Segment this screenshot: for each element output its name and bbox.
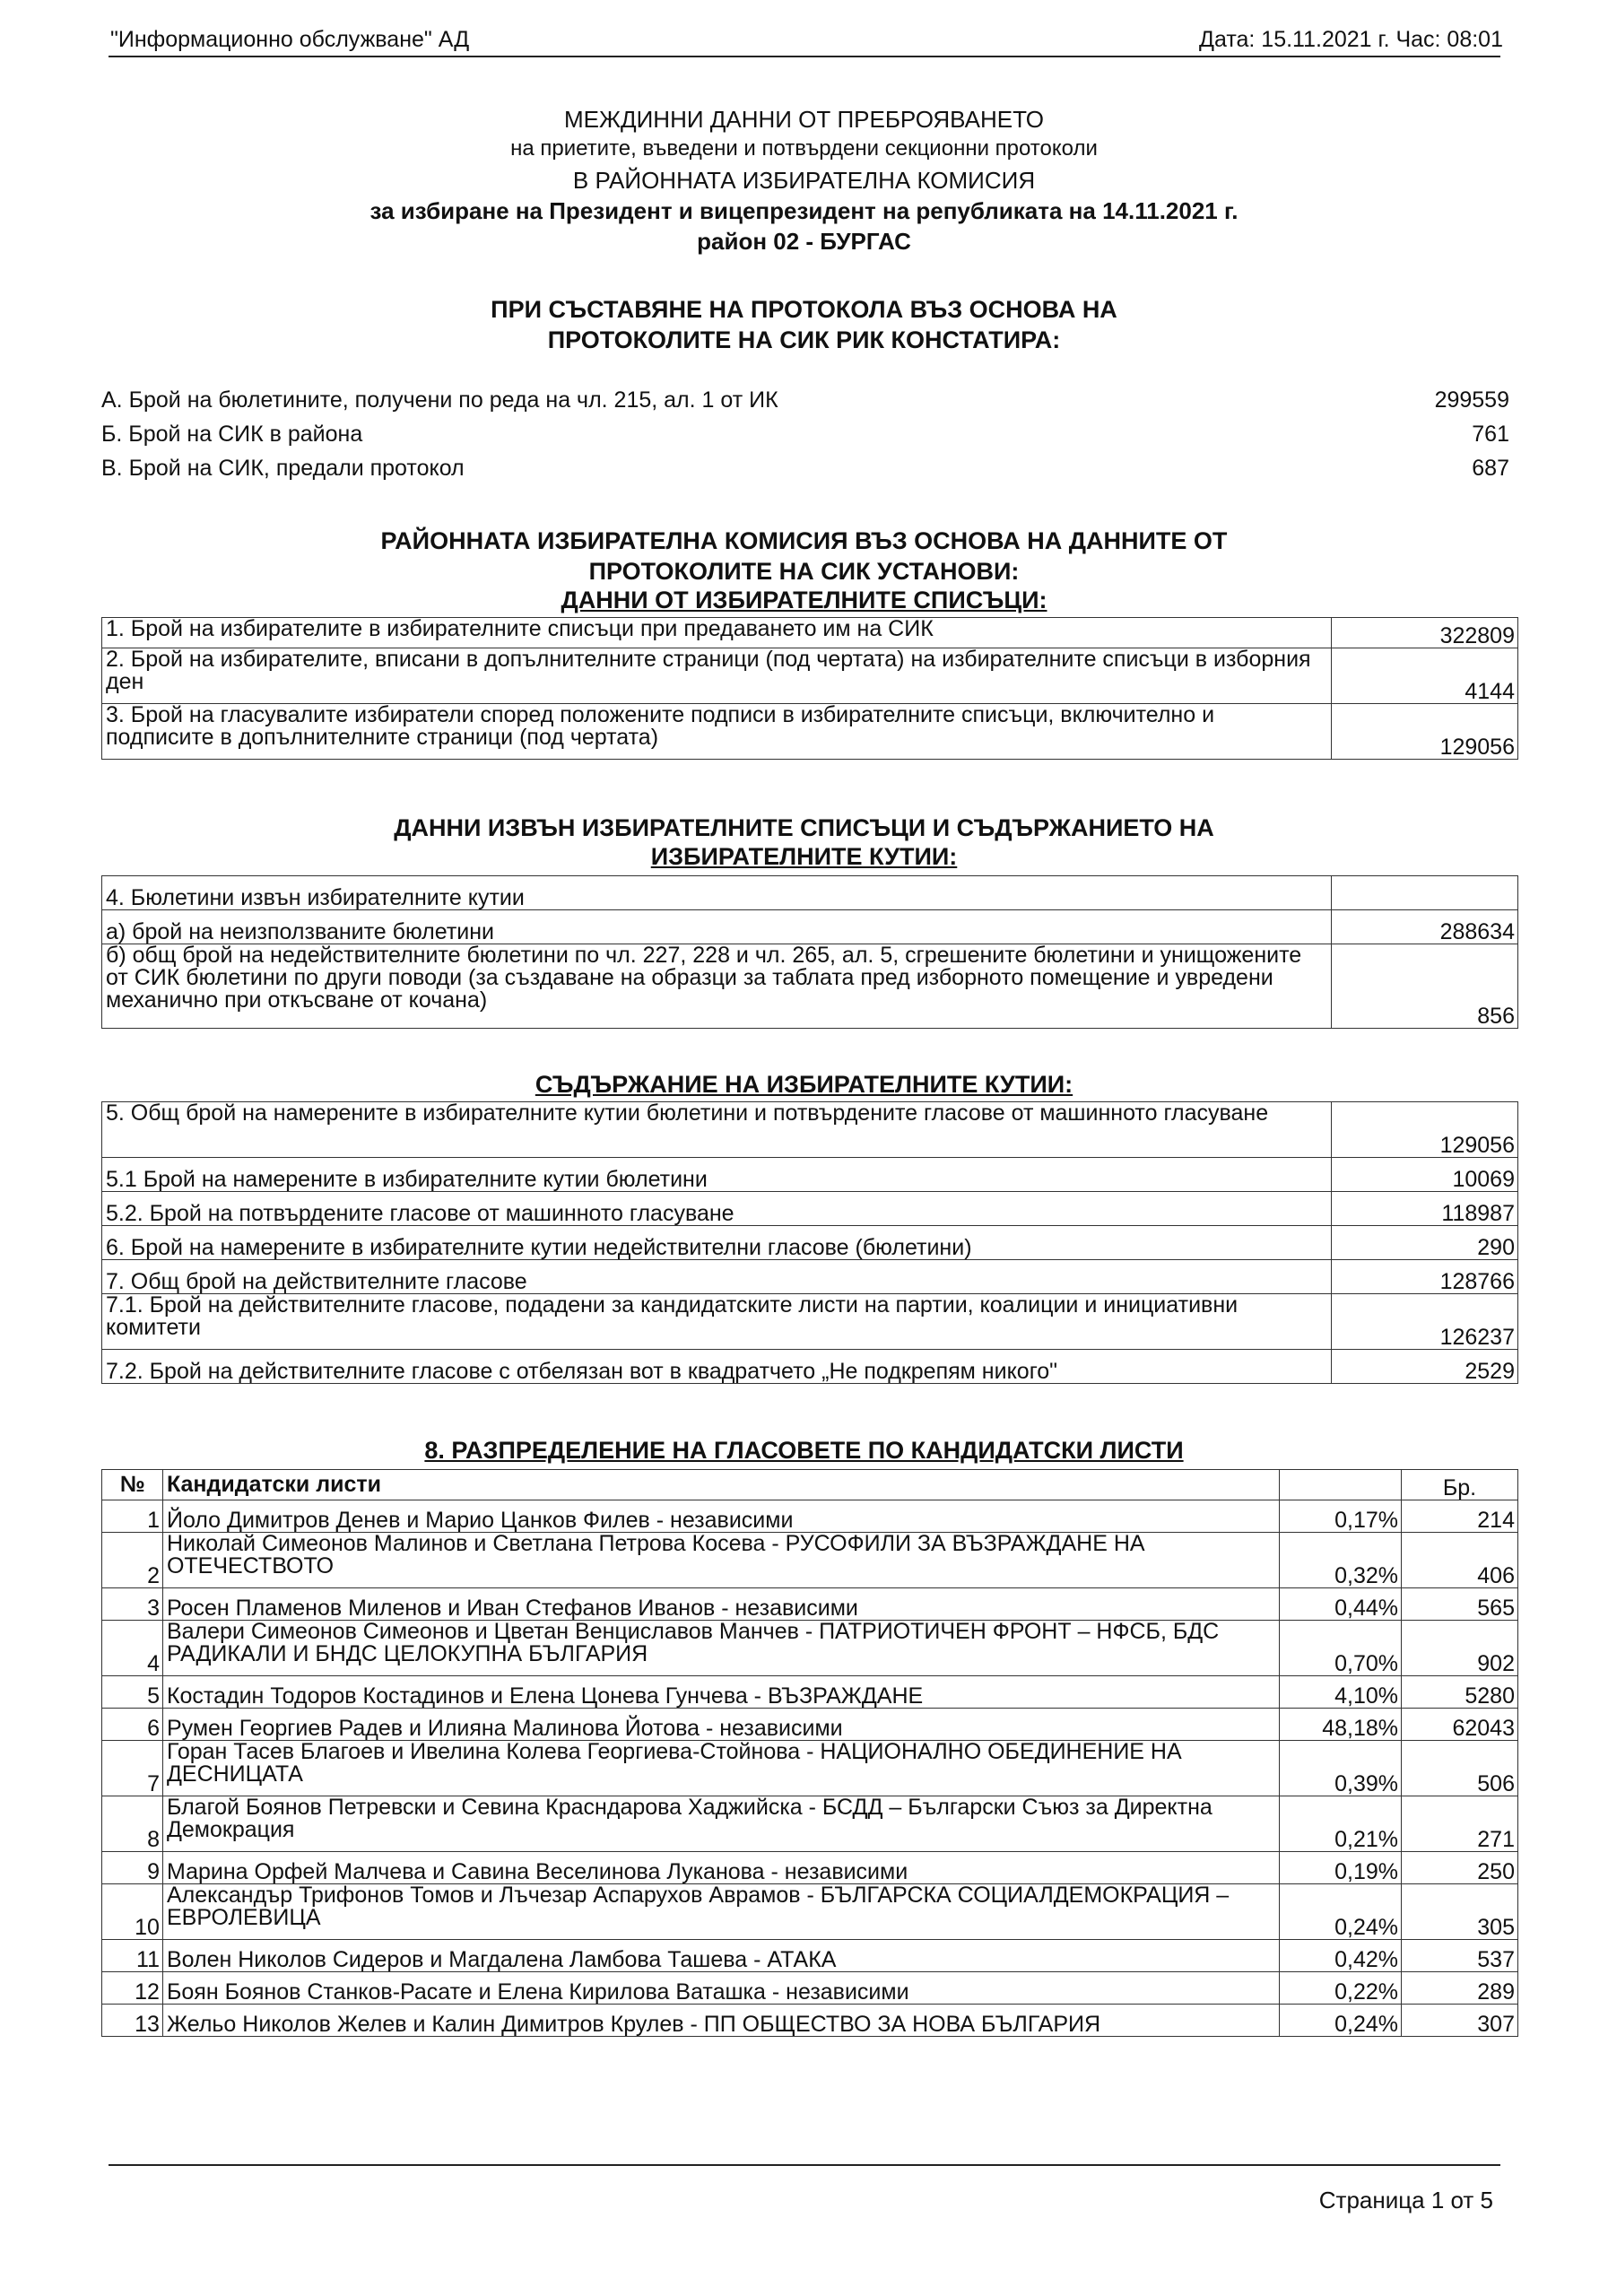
abc-value: 299559 — [1434, 387, 1509, 413]
row-value: 126237 — [1332, 1294, 1518, 1350]
title-line-2: на приетите, въведени и потвърдени секционни протоколи — [510, 136, 1098, 161]
candidate-percent: 0,24% — [1280, 1884, 1402, 1940]
candidate-votes: 305 — [1402, 1884, 1518, 1940]
row-value: 856 — [1332, 944, 1518, 1029]
candidate-number: 9 — [102, 1852, 163, 1884]
row-label: 2. Брой на избирателите, вписани в допълнителните страници (под чертата) на избирателните списъци в изборния ден — [102, 648, 1332, 704]
table-header-row — [102, 1470, 1518, 1500]
candidate-number: 1 — [102, 1500, 163, 1533]
report-datetime: Дата: 15.11.2021 г. Час: 08:01 — [1199, 27, 1503, 52]
candidate-percent: 48,18% — [1280, 1709, 1402, 1741]
section-rik-line-1: РАЙОННАТА ИЗБИРАТЕЛНА КОМИСИЯ ВЪЗ ОСНОВА НА ДАННИТЕ ОТ — [380, 527, 1228, 554]
outside-boxes-table — [101, 875, 1518, 1029]
section-boxes-title: СЪДЪРЖАНИЕ НА ИЗБИРАТЕЛНИТЕ КУТИИ: — [535, 1071, 1073, 1098]
header-divider — [109, 56, 1500, 57]
row-label: 5.1 Брой на намерените в избирателните кутии бюлетини — [102, 1158, 1332, 1192]
candidate-number: 10 — [102, 1884, 163, 1940]
candidate-percent: 4,10% — [1280, 1676, 1402, 1709]
candidate-number: 12 — [102, 1972, 163, 2005]
row-value: 128766 — [1332, 1260, 1518, 1294]
candidate-name: Боян Боянов Станков-Расате и Елена Кирилова Ваташка - независими — [162, 1972, 1279, 2005]
candidate-number: 3 — [102, 1588, 163, 1621]
table-row — [102, 1350, 1518, 1384]
candidate-name: Росен Пламенов Миленов и Иван Стефанов Иванов - независими — [162, 1588, 1279, 1621]
footer-divider — [109, 2164, 1500, 2166]
table-row — [102, 1709, 1518, 1741]
candidate-percent: 0,42% — [1280, 1940, 1402, 1972]
row-label: 7. Общ брой на действителните гласове — [102, 1260, 1332, 1294]
row-value: 4144 — [1332, 648, 1518, 704]
table-row — [102, 1741, 1518, 1796]
table-row — [102, 944, 1518, 1029]
candidate-votes: 565 — [1402, 1588, 1518, 1621]
candidate-name: Румен Георгиев Радев и Илияна Малинова Йотова - независими — [162, 1709, 1279, 1741]
row-value: 288634 — [1332, 910, 1518, 944]
candidate-number: 13 — [102, 2005, 163, 2037]
candidate-votes: 214 — [1402, 1500, 1518, 1533]
section-pri-line-2: ПРОТОКОЛИТЕ НА СИК РИК КОНСТАТИРА: — [547, 326, 1061, 353]
candidate-votes: 289 — [1402, 1972, 1518, 2005]
table-row — [102, 1102, 1518, 1158]
row-value: 129056 — [1332, 1102, 1518, 1158]
candidate-votes: 250 — [1402, 1852, 1518, 1884]
row-label: 7.2. Брой на действителните гласове с отбелязан вот в квадратчето „Не подкрепям никого" — [102, 1350, 1332, 1384]
table-row — [102, 618, 1518, 648]
candidates-table — [101, 1469, 1518, 2037]
table-row — [102, 1588, 1518, 1621]
table-row — [102, 2005, 1518, 2037]
column-header-count: Бр. — [1402, 1470, 1518, 1500]
row-value: 118987 — [1332, 1192, 1518, 1226]
candidate-name: Горан Тасев Благоев и Ивелина Колева Георгиева-Стойнова - НАЦИОНАЛНО ОБЕДИНЕНИЕ НА ДЕСНИЦАТА — [162, 1741, 1279, 1796]
candidate-votes: 62043 — [1402, 1709, 1518, 1741]
row-value: 129056 — [1332, 704, 1518, 760]
table-row — [102, 1158, 1518, 1192]
candidate-name: Волен Николов Сидеров и Магдалена Ламбова Ташева - АТАКА — [162, 1940, 1279, 1972]
table-row — [102, 648, 1518, 704]
candidate-percent: 0,44% — [1280, 1588, 1402, 1621]
candidate-number: 11 — [102, 1940, 163, 1972]
abc-label: Б. Брой на СИК в района — [101, 422, 363, 447]
table-row — [102, 704, 1518, 760]
candidate-percent: 0,24% — [1280, 2005, 1402, 2037]
candidate-number: 2 — [102, 1533, 163, 1588]
candidate-percent: 0,22% — [1280, 1972, 1402, 2005]
candidate-votes: 307 — [1402, 2005, 1518, 2037]
candidate-name: Валери Симеонов Симеонов и Цветан Венциславов Манчев - ПАТРИОТИЧЕН ФРОНТ – НФСБ, БДС РАДИКАЛИ И БНДС ЦЕЛОКУПНА БЪЛГАРИЯ — [162, 1621, 1279, 1676]
candidate-votes: 506 — [1402, 1741, 1518, 1796]
candidate-number: 8 — [102, 1796, 163, 1852]
candidate-number: 5 — [102, 1676, 163, 1709]
abc-row-b — [101, 422, 1509, 448]
table-row — [102, 1500, 1518, 1533]
table-row — [102, 1260, 1518, 1294]
abc-row-c — [101, 456, 1509, 482]
table-row — [102, 910, 1518, 944]
page-number: Страница 1 от 5 — [1318, 2187, 1493, 2213]
section-rik-line-2: ПРОТОКОЛИТЕ НА СИК УСТАНОВИ: — [588, 558, 1020, 585]
row-label: 5.2. Брой на потвърдените гласове от машинното гласуване — [102, 1192, 1332, 1226]
section-outside-line-2: ИЗБИРАТЕЛНИТЕ КУТИИ: — [650, 843, 958, 870]
row-value: 290 — [1332, 1226, 1518, 1260]
row-value: 322809 — [1332, 618, 1518, 648]
table-row — [102, 1676, 1518, 1709]
table-row — [102, 1972, 1518, 2005]
candidate-number: 7 — [102, 1741, 163, 1796]
table-row — [102, 1533, 1518, 1588]
candidate-number: 4 — [102, 1621, 163, 1676]
candidate-name: Марина Орфей Малчева и Савина Веселинова Луканова - независими — [162, 1852, 1279, 1884]
candidate-votes: 406 — [1402, 1533, 1518, 1588]
row-label: 7.1. Брой на действителните гласове, подадени за кандидатските листи на партии, коалиции и инициативни комитети — [102, 1294, 1332, 1350]
organization-name: "Информационно обслужване" АД — [110, 27, 470, 52]
candidate-votes: 5280 — [1402, 1676, 1518, 1709]
ballot-boxes-table — [101, 1101, 1518, 1384]
table-row — [102, 1621, 1518, 1676]
row-value: 10069 — [1332, 1158, 1518, 1192]
abc-label: А. Брой на бюлетините, получени по реда на чл. 215, ал. 1 от ИК — [101, 387, 778, 413]
row-label: 5. Общ брой на намерените в избирателните кутии бюлетини и потвърдените гласове от машинното гласуване — [102, 1102, 1332, 1158]
table-row — [102, 876, 1518, 910]
candidate-votes: 902 — [1402, 1621, 1518, 1676]
row-label: 4. Бюлетини извън избирателните кутии — [102, 876, 1332, 910]
abc-value: 687 — [1472, 456, 1509, 481]
title-line-5: район 02 - БУРГАС — [697, 228, 911, 255]
title-line-1: МЕЖДИННИ ДАННИ ОТ ПРЕБРОЯВАНЕТО — [563, 106, 1045, 133]
row-value — [1332, 876, 1518, 910]
column-header-candidates: Кандидатски листи — [162, 1470, 1279, 1500]
candidate-percent: 0,70% — [1280, 1621, 1402, 1676]
candidate-number: 6 — [102, 1709, 163, 1741]
table-row — [102, 1852, 1518, 1884]
table-row — [102, 1940, 1518, 1972]
title-line-3: В РАЙОННАТА ИЗБИРАТЕЛНА КОМИСИЯ — [572, 167, 1036, 194]
voter-lists-table — [101, 617, 1518, 760]
table-row — [102, 1796, 1518, 1852]
candidate-name: Александър Трифонов Томов и Лъчезар Аспарухов Аврамов - БЪЛГАРСКА СОЦИАЛДЕМОКРАЦИЯ – ЕВРОЛЕВИЦА — [162, 1884, 1279, 1940]
row-label: а) брой на неизползваните бюлетини — [102, 910, 1332, 944]
table-row — [102, 1192, 1518, 1226]
section-pri-line-1: ПРИ СЪСТАВЯНЕ НА ПРОТОКОЛА ВЪЗ ОСНОВА НА — [491, 296, 1117, 323]
abc-label: В. Брой на СИК, предали протокол — [101, 456, 465, 481]
candidate-name: Костадин Тодоров Костадинов и Елена Цонева Гунчева - ВЪЗРАЖДАНЕ — [162, 1676, 1279, 1709]
column-header-percent — [1280, 1470, 1402, 1500]
table-row — [102, 1294, 1518, 1350]
candidate-name: Николай Симеонов Малинов и Светлана Петрова Косева - РУСОФИЛИ ЗА ВЪЗРАЖДАНЕ НА ОТЕЧЕСТВОТО — [162, 1533, 1279, 1588]
title-line-4: за избиране на Президент и вицепрезидент на републиката на 14.11.2021 г. — [369, 197, 1239, 224]
candidate-percent: 0,17% — [1280, 1500, 1402, 1533]
candidate-name: Благой Боянов Петревски и Севина Красндарова Хаджийска - БСДД – Български Съюз за Директна Демокрация — [162, 1796, 1279, 1852]
table-row — [102, 1226, 1518, 1260]
section-distribution-title: 8. РАЗПРЕДЕЛЕНИЕ НА ГЛАСОВЕТЕ ПО КАНДИДАТСКИ ЛИСТИ — [424, 1437, 1184, 1464]
candidate-votes: 537 — [1402, 1940, 1518, 1972]
row-label: 1. Брой на избирателите в избирателните списъци при предаването им на СИК — [102, 618, 1332, 648]
table-row — [102, 1884, 1518, 1940]
candidate-percent: 0,32% — [1280, 1533, 1402, 1588]
candidate-votes: 271 — [1402, 1796, 1518, 1852]
candidate-percent: 0,21% — [1280, 1796, 1402, 1852]
section-rik-line-3: ДАННИ ОТ ИЗБИРАТЕЛНИТЕ СПИСЪЦИ: — [561, 587, 1047, 613]
abc-row-a — [101, 387, 1509, 413]
row-label: 3. Брой на гласувалите избиратели според положените подписи в избирателните списъци, включително и подписите в допълнителните страници (под чертата) — [102, 704, 1332, 760]
section-outside-line-1: ДАННИ ИЗВЪН ИЗБИРАТЕЛНИТЕ СПИСЪЦИ И СЪДЪРЖАНИЕТО НА — [394, 814, 1214, 841]
row-value: 2529 — [1332, 1350, 1518, 1384]
row-label: 6. Брой на намерените в избирателните кутии недействителни гласове (бюлетини) — [102, 1226, 1332, 1260]
row-label: б) общ брой на недействителните бюлетини по чл. 227, 228 и чл. 265, ал. 5, сгрешените бюлетини и унищожените от СИК бюлетини по други поводи (за създаване на образци за таблата пред изборното помещение и увредени механично при откъсване от кочана) — [102, 944, 1332, 1029]
candidate-name: Жельо Николов Желев и Калин Димитров Крулев - ПП ОБЩЕСТВО ЗА НОВА БЪЛГАРИЯ — [162, 2005, 1279, 2037]
candidate-percent: 0,39% — [1280, 1741, 1402, 1796]
abc-value: 761 — [1472, 422, 1509, 447]
column-header-number: № — [102, 1470, 163, 1500]
candidate-percent: 0,19% — [1280, 1852, 1402, 1884]
candidate-name: Йоло Димитров Денев и Марио Цанков Филев - независими — [162, 1500, 1279, 1533]
